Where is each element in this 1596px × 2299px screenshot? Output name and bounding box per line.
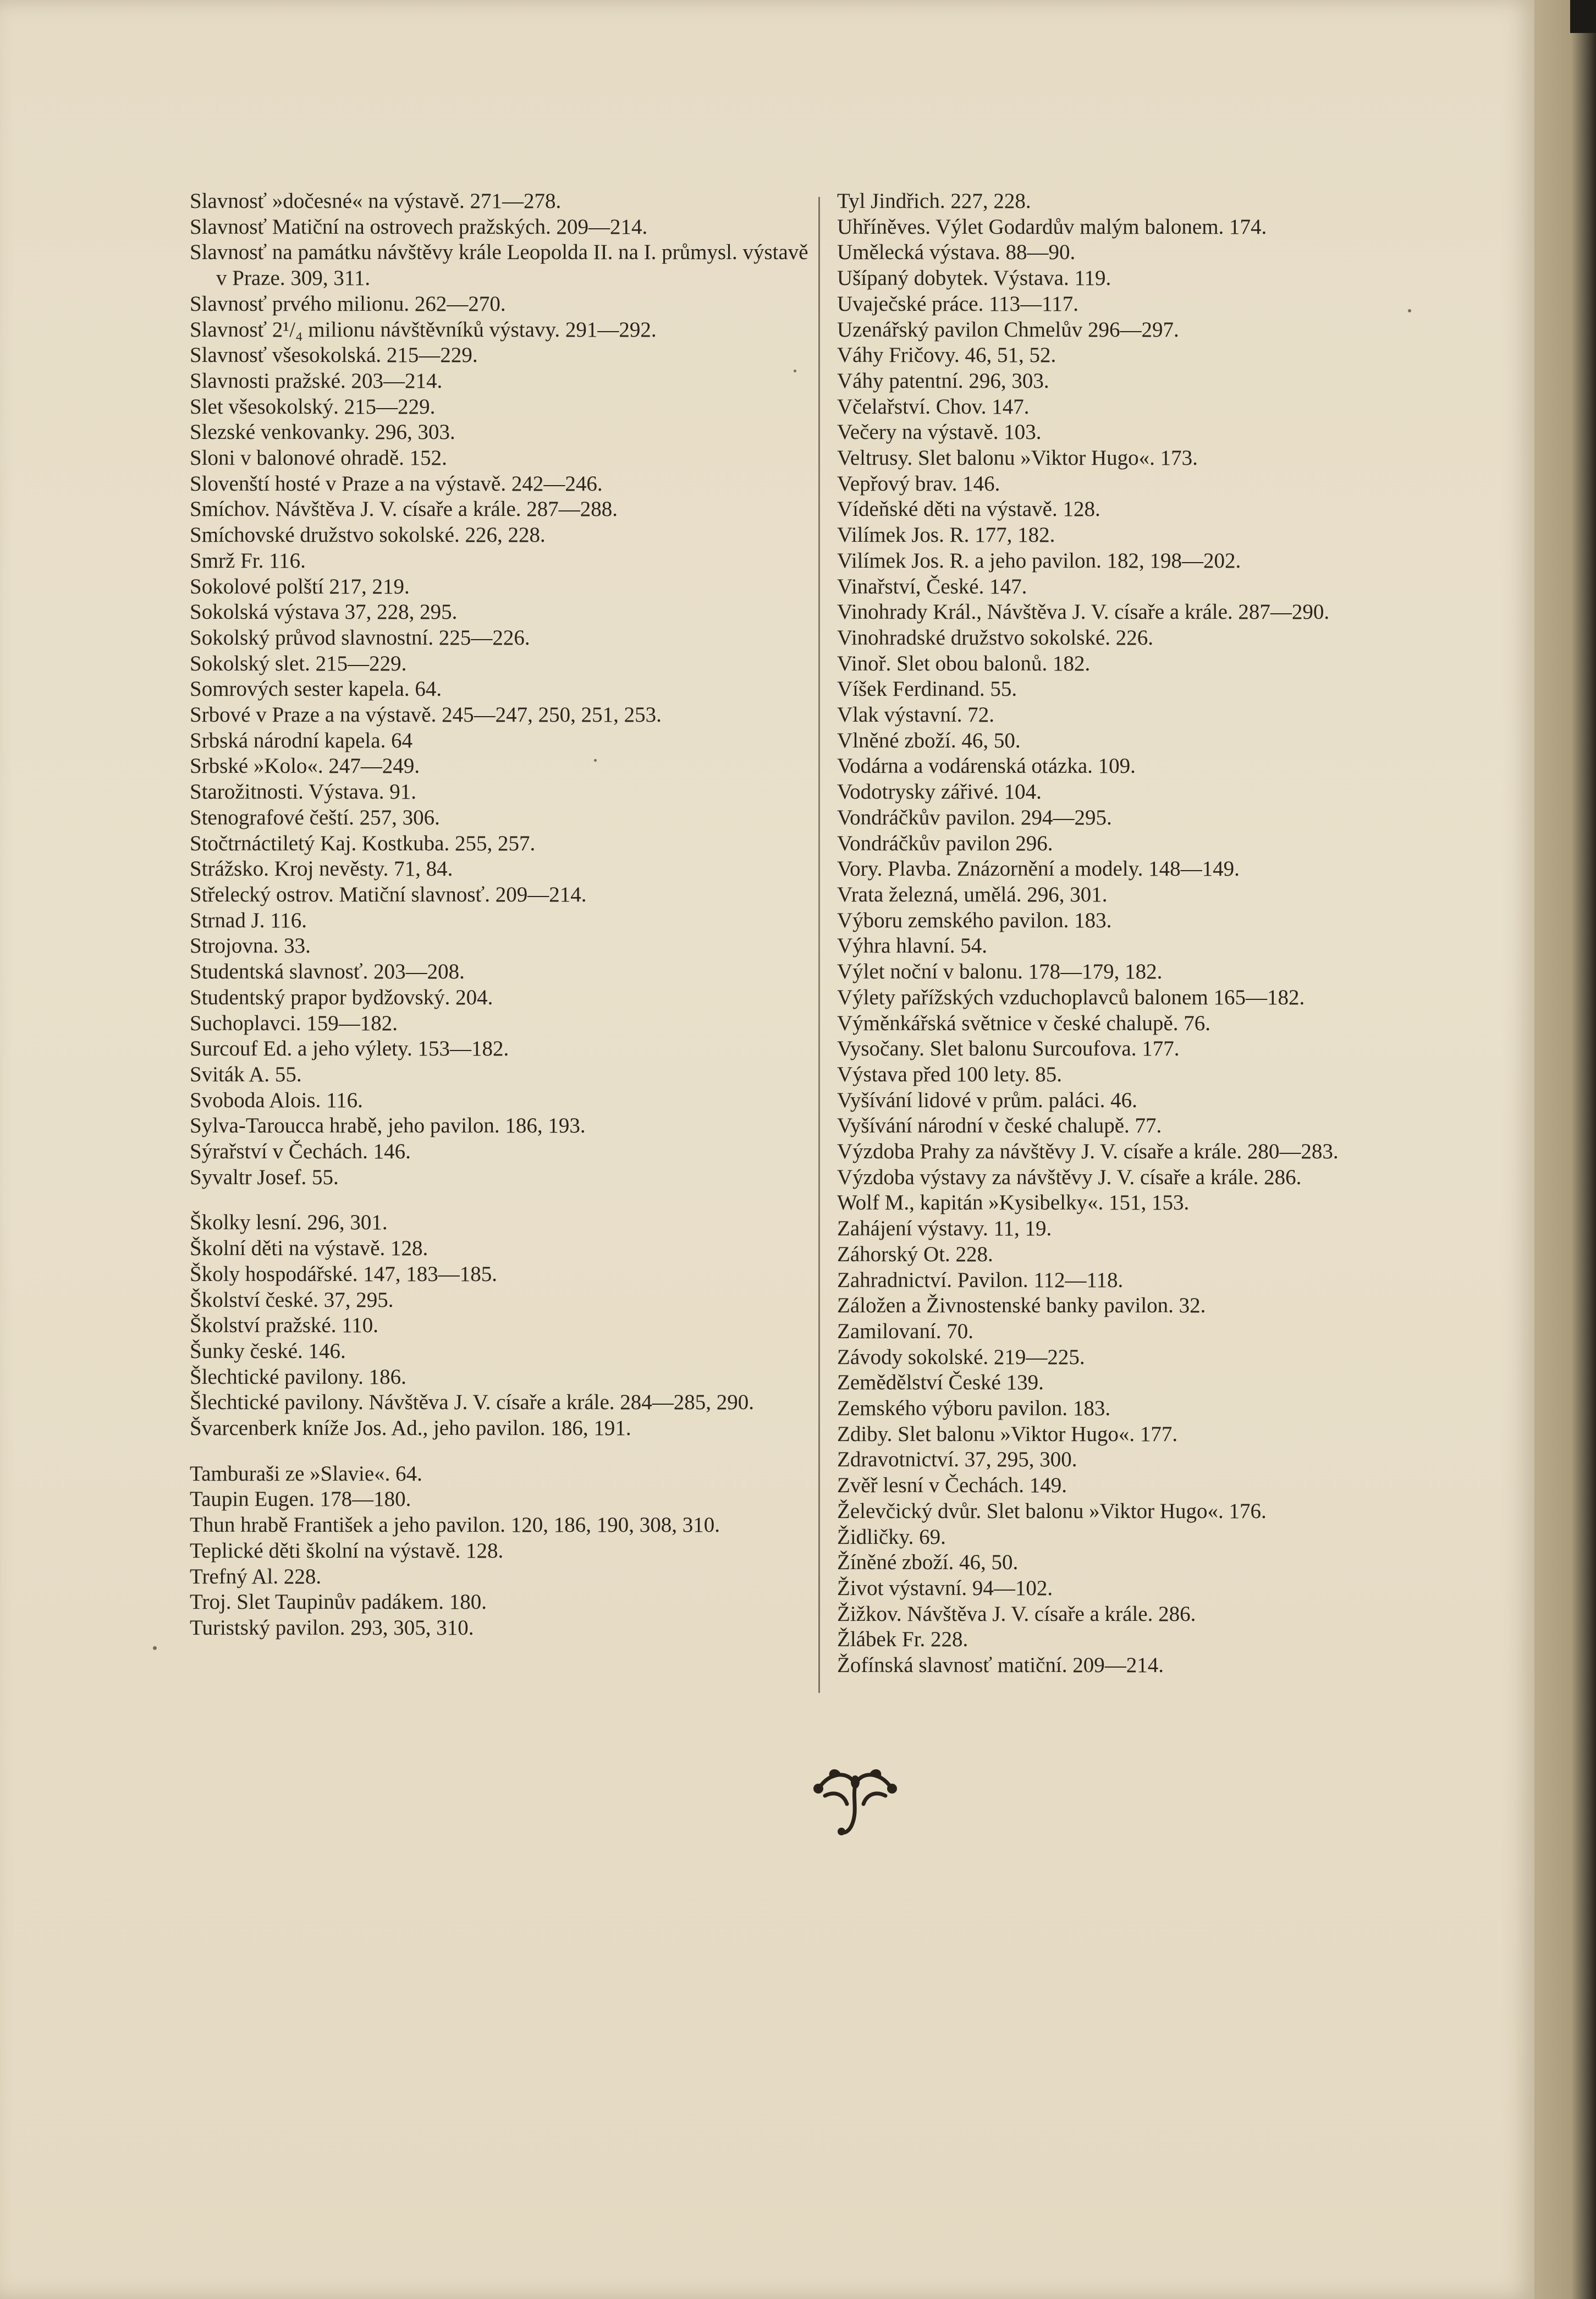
index-entry: Váhy Fričovy. 46, 51, 52.: [837, 343, 1056, 367]
index-entry: Závody sokolské. 219—225.: [837, 1345, 1085, 1369]
index-entry: Vlněné zboží. 46, 50.: [837, 728, 1021, 752]
index-entry: Sylva-Taroucca hrabě, jeho pavilon. 186, 193.: [190, 1114, 586, 1138]
index-entry: Sýrařství v Čechách. 146.: [190, 1140, 411, 1164]
index-entry: Vilímek Jos. R. a jeho pavilon. 182, 198—202.: [837, 548, 1241, 573]
index-entry: Vysočany. Slet balonu Surcoufova. 177.: [837, 1037, 1180, 1061]
index-entry: Vodárna a vodárenská otázka. 109.: [837, 754, 1136, 778]
paper-speck: [153, 1646, 157, 1650]
index-entry: Zemědělství České 139.: [837, 1371, 1044, 1395]
index-entry: Výlety pařížských vzduchoplavců balonem 165—182.: [837, 985, 1305, 1009]
index-entry: Sokolský průvod slavnostní. 225—226.: [190, 625, 530, 650]
index-entry: Žlábek Fr. 228.: [837, 1627, 968, 1652]
index-entry: Výhra hlavní. 54.: [837, 934, 987, 958]
index-entry: Slet všesokolský. 215—229.: [190, 394, 436, 419]
index-entry: Vondráčkův pavilon. 294—295.: [837, 805, 1112, 829]
index-entry: Večery na výstavě. 103.: [837, 420, 1042, 444]
index-entry: Smíchovské družstvo sokolské. 226, 228.: [190, 523, 546, 547]
index-entry: Vory. Plavba. Znázornění a modely. 148—149.: [837, 857, 1240, 881]
index-entry: Slavnosti pražské. 203—214.: [190, 369, 443, 393]
index-entry: Zamilovaní. 70.: [837, 1319, 974, 1343]
index-entry: Žofínská slavnosť matiční. 209—214.: [837, 1653, 1164, 1678]
index-entry: Slavnosť na památku návštěvy krále Leopolda II. na I. průmysl. výstavě v Praze. 309, 311.: [190, 240, 808, 290]
index-entry: Slavnosť 2¹/₄ milionu návštěvníků výstavy. 291—292.: [190, 317, 657, 342]
index-entry: Sloni v balonové ohradě. 152.: [190, 446, 447, 470]
index-entry: Život výstavní. 94—102.: [837, 1576, 1053, 1600]
index-entry: Víšek Ferdinand. 55.: [837, 677, 1017, 701]
index-entry: Slezské venkovanky. 296, 303.: [190, 420, 455, 444]
index-entry: Smíchov. Návštěva J. V. císaře a krále. 287—288.: [190, 497, 618, 521]
index-entry: Srbské »Kolo«. 247—249.: [190, 754, 420, 778]
index-entry: Vlak výstavní. 72.: [837, 703, 994, 727]
paper-speck: [1408, 309, 1411, 312]
index-entry: Slavnosť všesokolská. 215—229.: [190, 343, 478, 367]
index-entry: Stenografové čeští. 257, 306.: [190, 805, 440, 829]
index-entry: Včelařství. Chov. 147.: [837, 394, 1030, 419]
index-entry: Šlechtické pavilony. 186.: [190, 1365, 406, 1389]
index-entry: Šunky české. 146.: [190, 1339, 346, 1363]
index-entry: Žižkov. Návštěva J. V. císaře a krále. 286.: [837, 1602, 1196, 1626]
index-entry: Slavnosť Matiční na ostrovech pražských. 209—214.: [190, 215, 648, 239]
paper-speck: [594, 759, 597, 762]
index-entry: Vinařství, České. 147.: [837, 574, 1027, 598]
index-entry: Židličky. 69.: [837, 1525, 946, 1549]
index-entry: Wolf M., kapitán »Kysibelky«. 151, 153.: [837, 1191, 1190, 1215]
index-entry: Sokolská výstava 37, 228, 295.: [190, 600, 458, 624]
index-entry: Syvaltr Josef. 55.: [190, 1165, 339, 1189]
index-entry: Výstava před 100 lety. 85.: [837, 1062, 1063, 1086]
index-entry: Vondráčkův pavilon 296.: [837, 831, 1053, 855]
index-entry: Slavnosť prvého milionu. 262—270.: [190, 292, 506, 316]
index-entry: Výboru zemského pavilon. 183.: [837, 908, 1112, 932]
index-entry: Zdiby. Slet balonu »Viktor Hugo«. 177.: [837, 1422, 1178, 1446]
index-entry: Veltrusy. Slet balonu »Viktor Hugo«. 173.: [837, 446, 1198, 470]
page-edge: [1534, 0, 1596, 2299]
index-entry: Teplické děti školní na výstavě. 128.: [190, 1538, 504, 1563]
index-entry: Uvaječské práce. 113—117.: [837, 292, 1078, 316]
index-entry: Taupin Eugen. 178—180.: [190, 1487, 411, 1511]
index-column-right: [837, 189, 1464, 1679]
index-entry: Tyl Jindřich. 227, 228.: [837, 189, 1031, 213]
index-entry: Vodotrysky zářivé. 104.: [837, 780, 1042, 804]
index-entry: Vyšívání lidové v prům. paláci. 46.: [837, 1088, 1137, 1112]
index-entry: Svoboda Alois. 116.: [190, 1088, 363, 1112]
column-divider: [818, 197, 820, 1693]
index-entry: Zdravotnictví. 37, 295, 300.: [837, 1448, 1077, 1472]
index-entry: Střelecký ostrov. Matiční slavnosť. 209—214.: [190, 882, 587, 906]
index-entry: Studentský prapor bydžovský. 204.: [190, 985, 493, 1009]
index-entry: Výměnkářská světnice v české chalupě. 76.: [837, 1011, 1210, 1035]
index-column-left: [190, 189, 817, 1641]
index-entry: Vinohrady Král., Návštěva J. V. císaře a krále. 287—290.: [837, 600, 1330, 624]
index-entry: Zahájení výstavy. 11, 19.: [837, 1217, 1052, 1241]
index-entry: Sviták A. 55.: [190, 1062, 302, 1086]
index-entry: Vrata železná, umělá. 296, 301.: [837, 882, 1108, 906]
index-entry: Zemského výboru pavilon. 183.: [837, 1396, 1111, 1421]
index-entry: Záložen a Živnostenské banky pavilon. 32.: [837, 1294, 1206, 1318]
index-entry: Uzenářský pavilon Chmelův 296—297.: [837, 317, 1179, 342]
index-entry: Uhříněves. Výlet Godardův malým balonem. 174.: [837, 215, 1267, 239]
index-entry: Vepřový brav. 146.: [837, 471, 1000, 496]
index-entry: Váhy patentní. 296, 303.: [837, 369, 1049, 393]
index-entry: Sokolové polští 217, 219.: [190, 574, 410, 598]
floral-ornament-icon: [808, 1766, 902, 1843]
index-entry: Srbská národní kapela. 64: [190, 728, 413, 752]
index-entry: Vídeňské děti na výstavě. 128.: [837, 497, 1100, 521]
section-gap: [190, 1190, 817, 1210]
index-entry: Ušípaný dobytek. Výstava. 119.: [837, 266, 1111, 290]
index-entry: Zahradnictví. Pavilon. 112—118.: [837, 1268, 1124, 1292]
index-entry: Výlet noční v balonu. 178—179, 182.: [837, 960, 1163, 984]
index-entry: Sokolský slet. 215—229.: [190, 651, 407, 675]
index-entry: Umělecká výstava. 88—90.: [837, 240, 1076, 265]
index-entry: Studentská slavnosť. 203—208.: [190, 960, 465, 984]
section-gap: [190, 1442, 817, 1461]
index-entry: Školy hospodářské. 147, 183—185.: [190, 1262, 497, 1286]
index-entry: Vilímek Jos. R. 177, 182.: [837, 523, 1055, 547]
index-entry: Srbové v Praze a na výstavě. 245—247, 250, 251, 253.: [190, 703, 662, 727]
index-entry: Strážsko. Kroj nevěsty. 71, 84.: [190, 857, 453, 881]
index-entry: Suchoplavci. 159—182.: [190, 1011, 398, 1035]
index-entry: Somrových sester kapela. 64.: [190, 677, 442, 701]
index-entry: Turistský pavilon. 293, 305, 310.: [190, 1615, 474, 1640]
index-entry: Vinohradské družstvo sokolské. 226.: [837, 625, 1154, 650]
index-entry: Surcouf Ed. a jeho výlety. 153—182.: [190, 1037, 509, 1061]
index-entry: Švarcenberk kníže Jos. Ad., jeho pavilon. 186, 191.: [190, 1416, 631, 1440]
index-entry: Šlechtické pavilony. Návštěva J. V. císaře a krále. 284—285, 290.: [190, 1390, 755, 1415]
index-entry: Slovenští hosté v Praze a na výstavě. 242—246.: [190, 471, 603, 496]
index-entry: Záhorský Ot. 228.: [837, 1242, 993, 1266]
index-entry: Strnad J. 116.: [190, 908, 307, 932]
index-entry: Zvěř lesní v Čechách. 149.: [837, 1473, 1067, 1498]
index-entry: Výzdoba Prahy za návštěvy J. V. císaře a krále. 280—283.: [837, 1140, 1339, 1164]
index-entry: Strojovna. 33.: [190, 934, 311, 958]
index-entry: Trefný Al. 228.: [190, 1564, 322, 1588]
index-entry: Školství pražské. 110.: [190, 1313, 379, 1338]
index-entry: Žíněné zboží. 46, 50.: [837, 1550, 1019, 1575]
index-entry: Stočtrnáctiletý Kaj. Kostkuba. 255, 257.: [190, 831, 536, 855]
index-entry: Vyšívání národní v české chalupě. 77.: [837, 1114, 1162, 1138]
index-entry: Troj. Slet Taupinův padákem. 180.: [190, 1590, 487, 1614]
index-entry: Školství české. 37, 295.: [190, 1288, 394, 1312]
index-entry: Školky lesní. 296, 301.: [190, 1211, 388, 1235]
index-entry: Želevčický dvůr. Slet balonu »Viktor Hugo«. 176.: [837, 1499, 1267, 1523]
index-entry: Slavnosť »dočesné« na výstavě. 271—278.: [190, 189, 562, 213]
index-entry: Starožitnosti. Výstava. 91.: [190, 780, 416, 804]
index-entry: Vinoř. Slet obou balonů. 182.: [837, 651, 1091, 675]
index-entry: Tamburaši ze »Slavie«. 64.: [190, 1461, 422, 1486]
index-entry: Smrž Fr. 116.: [190, 548, 306, 573]
index-entry: Thun hrabě František a jeho pavilon. 120, 186, 190, 308, 310.: [190, 1513, 720, 1537]
index-entry: Výzdoba výstavy za návštěvy J. V. císaře a krále. 286.: [837, 1165, 1302, 1189]
scan-corner: [1570, 0, 1596, 33]
paper-speck: [794, 370, 796, 372]
index-entry: Školní děti na výstavě. 128.: [190, 1236, 428, 1261]
